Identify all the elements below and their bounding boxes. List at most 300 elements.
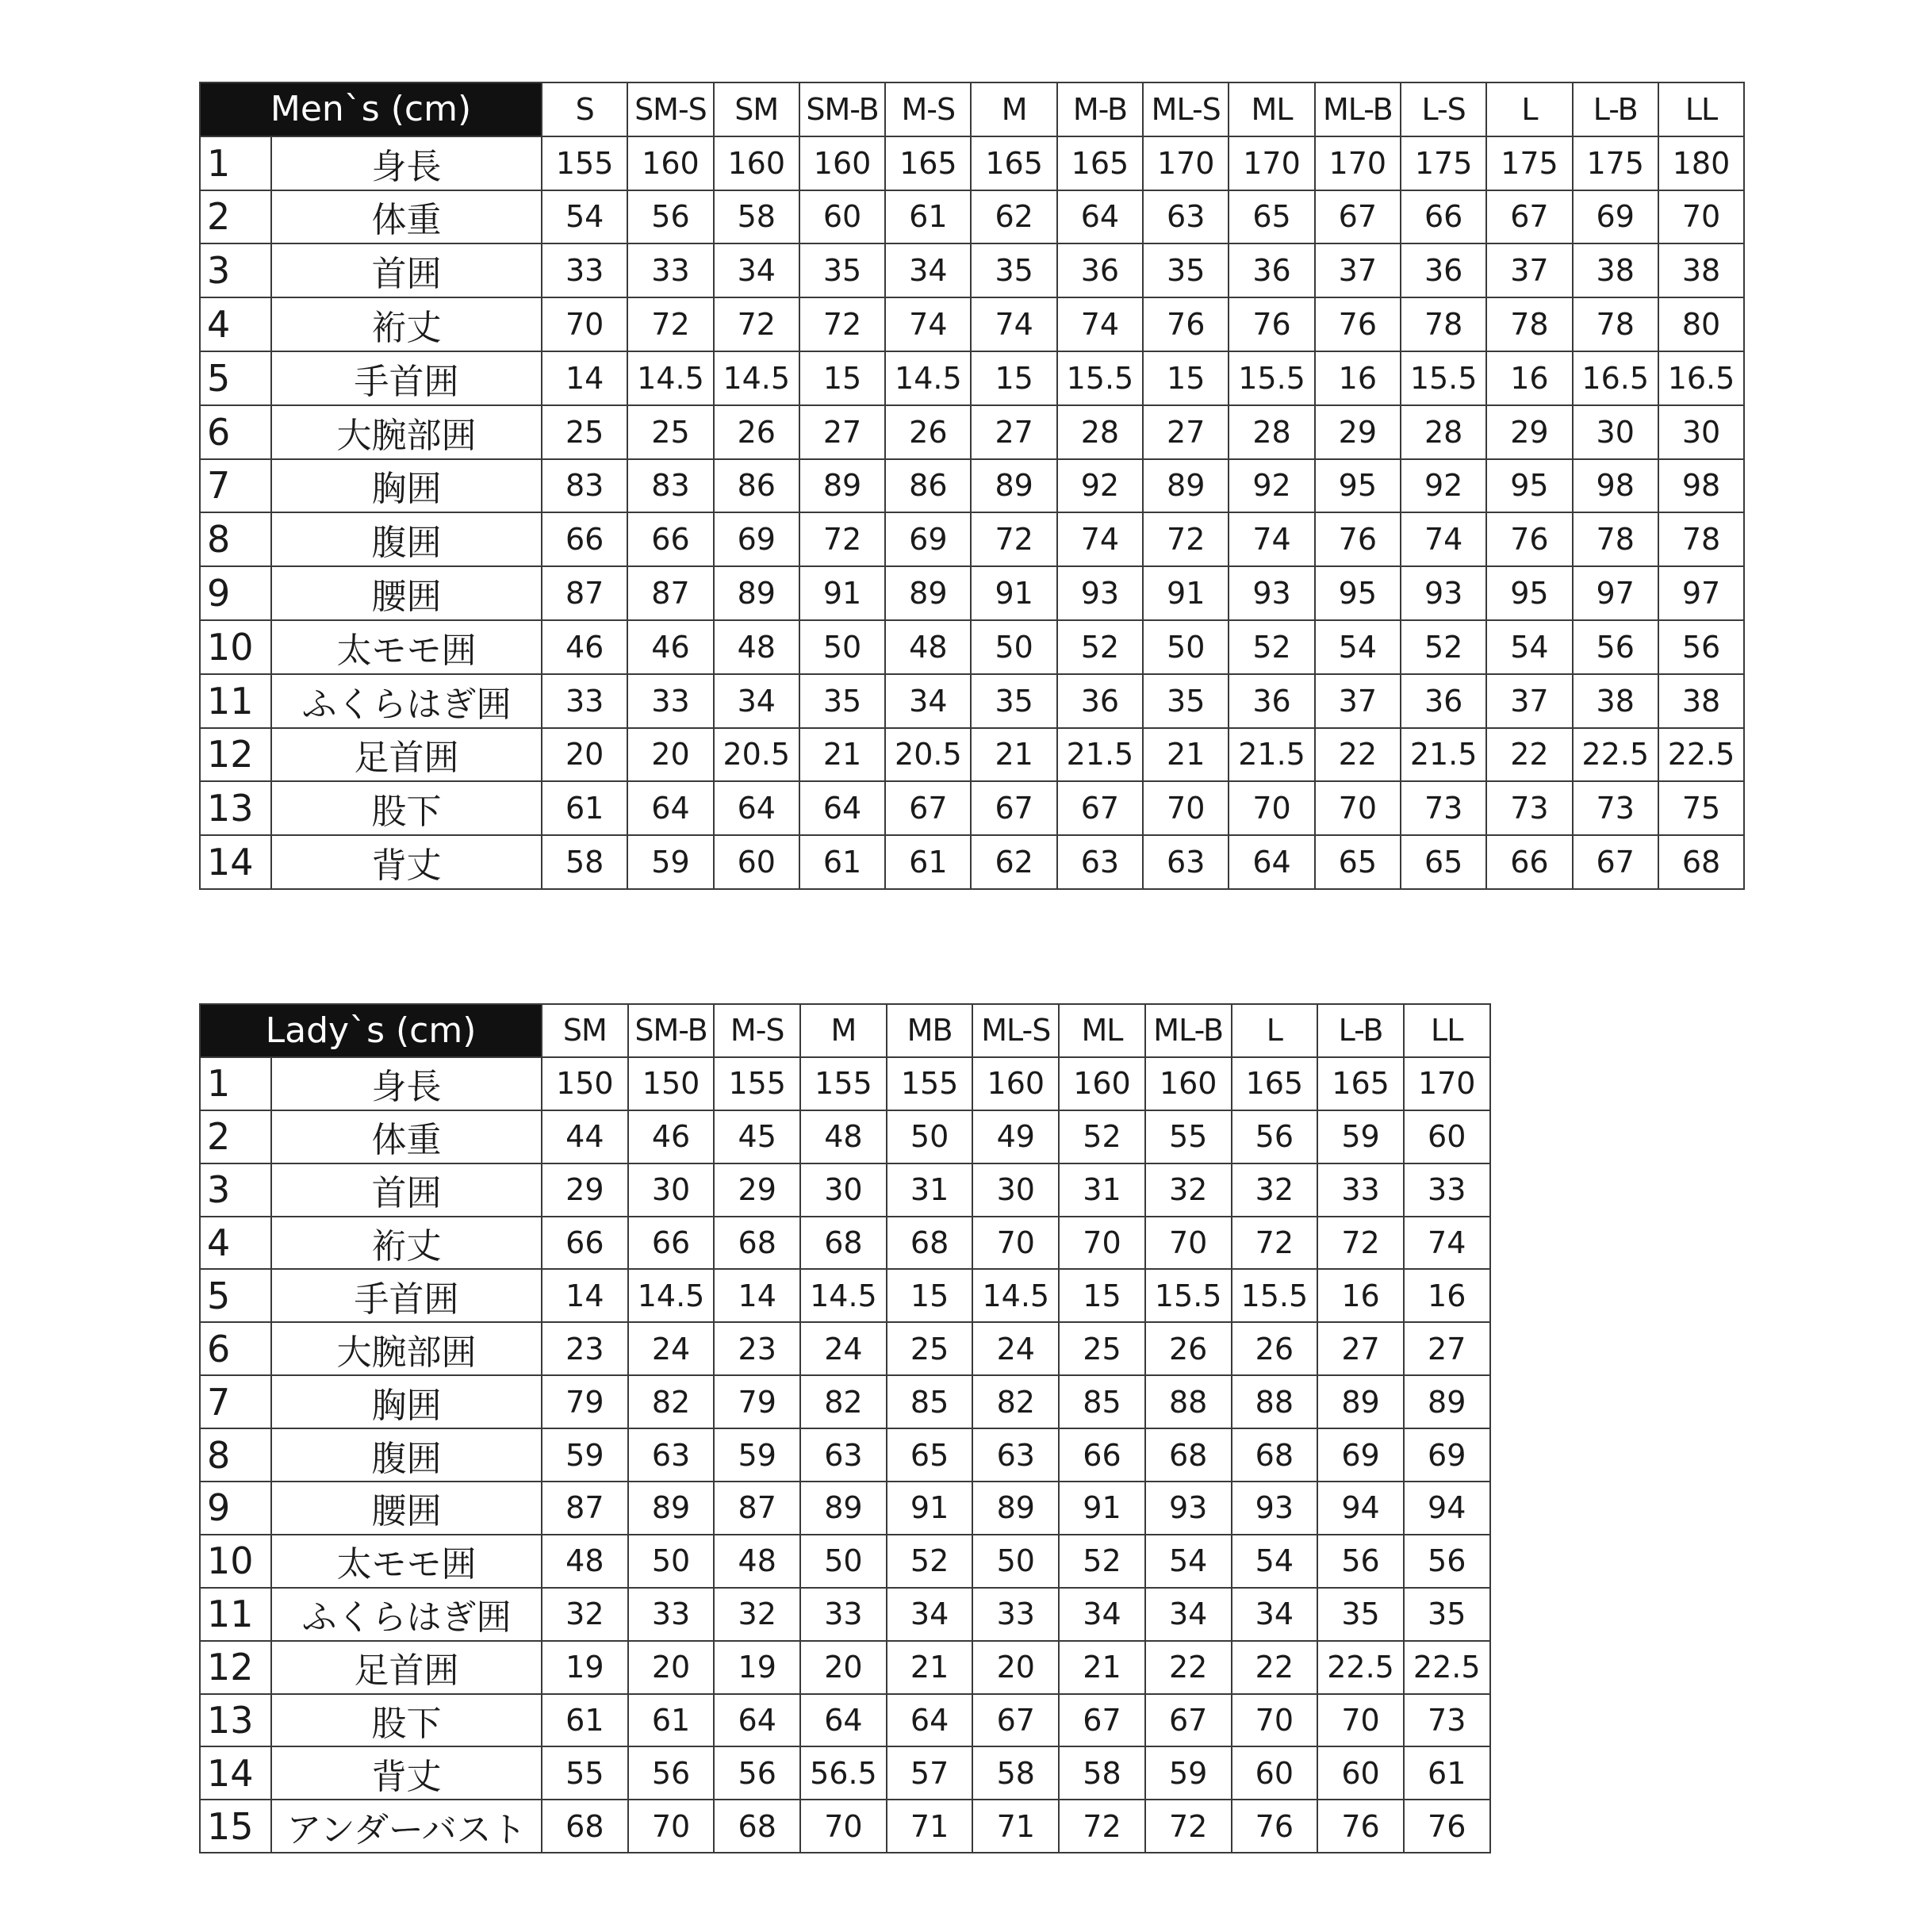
measurement-value: 93 xyxy=(1057,566,1143,620)
mens-size-table xyxy=(199,82,1745,890)
measurement-value: 23 xyxy=(542,1322,628,1375)
measurement-value: 36 xyxy=(1229,674,1314,728)
table-row xyxy=(200,1057,1490,1110)
measurement-value: 175 xyxy=(1401,136,1486,190)
measurement-label: 身長 xyxy=(271,136,542,190)
measurement-value: 165 xyxy=(1057,136,1143,190)
table-row xyxy=(200,1694,1490,1747)
measurement-value: 22 xyxy=(1232,1641,1318,1694)
measurement-value: 21 xyxy=(1143,728,1229,782)
measurement-value: 64 xyxy=(887,1694,973,1747)
measurement-value: 78 xyxy=(1573,297,1658,351)
measurement-value: 36 xyxy=(1401,674,1486,728)
mens-size-header: SM-B xyxy=(799,82,885,136)
table-row xyxy=(200,1217,1490,1270)
measurement-value: 160 xyxy=(1059,1057,1145,1110)
measurement-value: 68 xyxy=(1658,835,1744,889)
measurement-value: 66 xyxy=(1401,190,1486,244)
measurement-value: 30 xyxy=(800,1163,887,1217)
measurement-value: 15 xyxy=(799,351,885,405)
measurement-value: 65 xyxy=(1401,835,1486,889)
measurement-value: 23 xyxy=(714,1322,800,1375)
measurement-value: 24 xyxy=(972,1322,1059,1375)
measurement-value: 70 xyxy=(1232,1694,1318,1747)
measurement-value: 92 xyxy=(1401,459,1486,513)
measurement-value: 16 xyxy=(1315,351,1401,405)
measurement-value: 78 xyxy=(1486,297,1572,351)
measurement-value: 78 xyxy=(1658,512,1744,566)
measurement-value: 160 xyxy=(1145,1057,1232,1110)
measurement-value: 16.5 xyxy=(1658,351,1744,405)
measurement-label: 裄丈 xyxy=(271,297,542,351)
measurement-value: 52 xyxy=(1059,1110,1145,1163)
measurement-value: 160 xyxy=(714,136,799,190)
measurement-value: 66 xyxy=(628,1217,715,1270)
table-row xyxy=(200,1746,1490,1800)
measurement-value: 32 xyxy=(1145,1163,1232,1217)
measurement-value: 54 xyxy=(1145,1535,1232,1588)
measurement-value: 15.5 xyxy=(1057,351,1143,405)
measurement-value: 74 xyxy=(885,297,971,351)
table-row xyxy=(200,459,1744,513)
measurement-value: 63 xyxy=(1057,835,1143,889)
measurement-value: 48 xyxy=(542,1535,628,1588)
measurement-value: 37 xyxy=(1315,674,1401,728)
measurement-value: 15 xyxy=(1143,351,1229,405)
measurement-value: 76 xyxy=(1232,1800,1318,1853)
measurement-value: 27 xyxy=(1143,405,1229,459)
measurement-value: 56 xyxy=(1232,1110,1318,1163)
measurement-value: 97 xyxy=(1658,566,1744,620)
ladies-size-header: L-B xyxy=(1317,1004,1404,1057)
measurement-value: 98 xyxy=(1658,459,1744,513)
measurement-value: 170 xyxy=(1143,136,1229,190)
measurement-value: 15.5 xyxy=(1145,1269,1232,1322)
measurement-value: 63 xyxy=(1143,835,1229,889)
table-row xyxy=(200,297,1744,351)
measurement-value: 14.5 xyxy=(628,1269,715,1322)
measurement-value: 32 xyxy=(1232,1163,1318,1217)
measurement-value: 30 xyxy=(1573,405,1658,459)
measurement-label: 首囲 xyxy=(271,1163,542,1217)
table-row xyxy=(200,405,1744,459)
measurement-value: 20 xyxy=(628,1641,715,1694)
table-row xyxy=(200,1428,1490,1482)
measurement-value: 16.5 xyxy=(1573,351,1658,405)
row-number: 7 xyxy=(200,459,271,513)
measurement-value: 89 xyxy=(971,459,1056,513)
measurement-value: 61 xyxy=(1404,1746,1490,1800)
row-number: 5 xyxy=(200,1269,271,1322)
measurement-value: 70 xyxy=(1315,781,1401,835)
measurement-label: 背丈 xyxy=(271,835,542,889)
row-number: 9 xyxy=(200,1482,271,1535)
measurement-value: 14.5 xyxy=(972,1269,1059,1322)
table-row xyxy=(200,1375,1490,1428)
measurement-value: 67 xyxy=(971,781,1056,835)
measurement-value: 70 xyxy=(972,1217,1059,1270)
measurement-value: 54 xyxy=(1315,620,1401,674)
row-number: 14 xyxy=(200,835,271,889)
measurement-value: 52 xyxy=(1401,620,1486,674)
measurement-label: 太モモ囲 xyxy=(271,620,542,674)
measurement-value: 73 xyxy=(1404,1694,1490,1747)
measurement-value: 36 xyxy=(1057,243,1143,297)
measurement-value: 165 xyxy=(971,136,1056,190)
measurement-value: 34 xyxy=(1145,1588,1232,1641)
measurement-value: 67 xyxy=(1059,1694,1145,1747)
measurement-value: 52 xyxy=(1057,620,1143,674)
measurement-label: 大腕部囲 xyxy=(271,1322,542,1375)
measurement-value: 89 xyxy=(1404,1375,1490,1428)
measurement-value: 78 xyxy=(1573,512,1658,566)
measurement-value: 76 xyxy=(1229,297,1314,351)
row-number: 6 xyxy=(200,405,271,459)
measurement-value: 25 xyxy=(887,1322,973,1375)
measurement-value: 14 xyxy=(542,1269,628,1322)
mens-size-header: SM xyxy=(714,82,799,136)
measurement-value: 35 xyxy=(1143,674,1229,728)
measurement-value: 72 xyxy=(1317,1217,1404,1270)
measurement-value: 61 xyxy=(542,1694,628,1747)
measurement-value: 25 xyxy=(542,405,627,459)
measurement-label: 腰囲 xyxy=(271,566,542,620)
measurement-value: 61 xyxy=(885,190,971,244)
measurement-value: 34 xyxy=(887,1588,973,1641)
table-row xyxy=(200,1163,1490,1217)
measurement-value: 85 xyxy=(1059,1375,1145,1428)
ladies-size-header: SM-B xyxy=(628,1004,715,1057)
measurement-value: 76 xyxy=(1315,512,1401,566)
measurement-value: 21.5 xyxy=(1057,728,1143,782)
measurement-value: 66 xyxy=(1059,1428,1145,1482)
measurement-value: 30 xyxy=(1658,405,1744,459)
measurement-value: 67 xyxy=(1057,781,1143,835)
measurement-value: 82 xyxy=(628,1375,715,1428)
measurement-value: 70 xyxy=(1143,781,1229,835)
measurement-value: 20 xyxy=(542,728,627,782)
ladies-table-title: Lady`s (cm) xyxy=(200,1004,542,1057)
measurement-label: 大腕部囲 xyxy=(271,405,542,459)
measurement-value: 94 xyxy=(1317,1482,1404,1535)
measurement-value: 59 xyxy=(1145,1746,1232,1800)
measurement-value: 74 xyxy=(1057,512,1143,566)
measurement-value: 91 xyxy=(799,566,885,620)
measurement-label: 手首囲 xyxy=(271,1269,542,1322)
measurement-value: 82 xyxy=(972,1375,1059,1428)
table-row xyxy=(200,1110,1490,1163)
row-number: 8 xyxy=(200,1428,271,1482)
measurement-value: 95 xyxy=(1486,459,1572,513)
measurement-value: 64 xyxy=(1229,835,1314,889)
measurement-value: 66 xyxy=(542,1217,628,1270)
measurement-value: 16 xyxy=(1317,1269,1404,1322)
measurement-value: 150 xyxy=(542,1057,628,1110)
measurement-value: 57 xyxy=(887,1746,973,1800)
row-number: 1 xyxy=(200,1057,271,1110)
measurement-value: 91 xyxy=(1143,566,1229,620)
measurement-value: 49 xyxy=(972,1110,1059,1163)
row-number: 2 xyxy=(200,190,271,244)
measurement-value: 28 xyxy=(1229,405,1314,459)
measurement-value: 89 xyxy=(1143,459,1229,513)
mens-table-title: Men`s (cm) xyxy=(200,82,542,136)
measurement-value: 175 xyxy=(1486,136,1572,190)
measurement-label: ふくらはぎ囲 xyxy=(271,1588,542,1641)
measurement-value: 45 xyxy=(714,1110,800,1163)
measurement-value: 93 xyxy=(1232,1482,1318,1535)
measurement-value: 20 xyxy=(800,1641,887,1694)
measurement-value: 65 xyxy=(887,1428,973,1482)
measurement-value: 35 xyxy=(1143,243,1229,297)
measurement-value: 29 xyxy=(714,1163,800,1217)
measurement-value: 72 xyxy=(799,297,885,351)
measurement-value: 32 xyxy=(714,1588,800,1641)
measurement-value: 87 xyxy=(542,566,627,620)
measurement-value: 22.5 xyxy=(1658,728,1744,782)
measurement-value: 64 xyxy=(799,781,885,835)
measurement-value: 54 xyxy=(1486,620,1572,674)
mens-size-header: SM-S xyxy=(627,82,713,136)
measurement-value: 31 xyxy=(887,1163,973,1217)
measurement-value: 38 xyxy=(1658,243,1744,297)
measurement-label: 股下 xyxy=(271,1694,542,1747)
measurement-value: 48 xyxy=(800,1110,887,1163)
measurement-value: 21 xyxy=(887,1641,973,1694)
row-number: 4 xyxy=(200,297,271,351)
measurement-value: 14.5 xyxy=(714,351,799,405)
measurement-value: 68 xyxy=(714,1800,800,1853)
measurement-value: 68 xyxy=(714,1217,800,1270)
table-row xyxy=(200,1535,1490,1588)
ladies-size-header: L xyxy=(1232,1004,1318,1057)
row-number: 10 xyxy=(200,1535,271,1588)
measurement-value: 14.5 xyxy=(885,351,971,405)
measurement-value: 67 xyxy=(885,781,971,835)
measurement-value: 27 xyxy=(799,405,885,459)
measurement-value: 50 xyxy=(972,1535,1059,1588)
measurement-value: 66 xyxy=(1486,835,1572,889)
row-number: 6 xyxy=(200,1322,271,1375)
measurement-value: 155 xyxy=(887,1057,973,1110)
measurement-value: 48 xyxy=(885,620,971,674)
measurement-value: 68 xyxy=(542,1800,628,1853)
measurement-value: 60 xyxy=(1232,1746,1318,1800)
measurement-value: 89 xyxy=(800,1482,887,1535)
mens-size-header: LL xyxy=(1658,82,1744,136)
measurement-value: 15 xyxy=(971,351,1056,405)
measurement-value: 26 xyxy=(885,405,971,459)
table-row xyxy=(200,1482,1490,1535)
mens-size-header: M xyxy=(971,82,1056,136)
measurement-value: 66 xyxy=(542,512,627,566)
measurement-value: 64 xyxy=(714,781,799,835)
measurement-value: 68 xyxy=(800,1217,887,1270)
measurement-value: 46 xyxy=(628,1110,715,1163)
measurement-value: 83 xyxy=(542,459,627,513)
ladies-size-header: M-S xyxy=(714,1004,800,1057)
mens-size-header: ML-S xyxy=(1143,82,1229,136)
measurement-value: 69 xyxy=(1404,1428,1490,1482)
measurement-value: 28 xyxy=(1057,405,1143,459)
measurement-value: 37 xyxy=(1315,243,1401,297)
measurement-value: 155 xyxy=(714,1057,800,1110)
row-number: 1 xyxy=(200,136,271,190)
table-row xyxy=(200,136,1744,190)
measurement-value: 33 xyxy=(800,1588,887,1641)
row-number: 13 xyxy=(200,1694,271,1747)
measurement-value: 76 xyxy=(1143,297,1229,351)
measurement-value: 34 xyxy=(1059,1588,1145,1641)
measurement-value: 31 xyxy=(1059,1163,1145,1217)
measurement-value: 72 xyxy=(714,297,799,351)
table-row xyxy=(200,566,1744,620)
measurement-value: 38 xyxy=(1573,674,1658,728)
measurement-value: 14.5 xyxy=(800,1269,887,1322)
measurement-value: 28 xyxy=(1401,405,1486,459)
measurement-value: 33 xyxy=(542,674,627,728)
measurement-value: 83 xyxy=(627,459,713,513)
measurement-value: 58 xyxy=(542,835,627,889)
table-row xyxy=(200,1588,1490,1641)
measurement-value: 65 xyxy=(1229,190,1314,244)
measurement-value: 60 xyxy=(799,190,885,244)
row-number: 11 xyxy=(200,1588,271,1641)
measurement-label: 腹囲 xyxy=(271,1428,542,1482)
measurement-value: 36 xyxy=(1057,674,1143,728)
measurement-value: 95 xyxy=(1315,459,1401,513)
measurement-value: 87 xyxy=(627,566,713,620)
measurement-value: 87 xyxy=(542,1482,628,1535)
measurement-value: 150 xyxy=(628,1057,715,1110)
measurement-value: 50 xyxy=(1143,620,1229,674)
measurement-value: 16 xyxy=(1404,1269,1490,1322)
mens-size-header: ML-B xyxy=(1315,82,1401,136)
mens-size-header: L-B xyxy=(1573,82,1658,136)
measurement-value: 97 xyxy=(1573,566,1658,620)
measurement-label: 股下 xyxy=(271,781,542,835)
measurement-label: 体重 xyxy=(271,1110,542,1163)
measurement-value: 55 xyxy=(542,1746,628,1800)
measurement-label: 裄丈 xyxy=(271,1217,542,1270)
measurement-value: 170 xyxy=(1404,1057,1490,1110)
measurement-value: 68 xyxy=(887,1217,973,1270)
table-row xyxy=(200,1800,1490,1853)
measurement-value: 91 xyxy=(1059,1482,1145,1535)
table-row xyxy=(200,674,1744,728)
measurement-value: 27 xyxy=(971,405,1056,459)
measurement-value: 89 xyxy=(628,1482,715,1535)
table-row xyxy=(200,835,1744,889)
measurement-value: 165 xyxy=(1232,1057,1318,1110)
measurement-value: 62 xyxy=(971,835,1056,889)
measurement-label: アンダーバスト xyxy=(271,1800,542,1853)
measurement-value: 65 xyxy=(1315,835,1401,889)
measurement-value: 160 xyxy=(799,136,885,190)
table-row xyxy=(200,243,1744,297)
measurement-label: 腹囲 xyxy=(271,512,542,566)
measurement-value: 72 xyxy=(799,512,885,566)
measurement-value: 52 xyxy=(1229,620,1314,674)
measurement-value: 54 xyxy=(542,190,627,244)
measurement-value: 89 xyxy=(799,459,885,513)
measurement-label: 手首囲 xyxy=(271,351,542,405)
measurement-value: 59 xyxy=(542,1428,628,1482)
measurement-value: 67 xyxy=(1145,1694,1232,1747)
measurement-value: 63 xyxy=(628,1428,715,1482)
measurement-value: 25 xyxy=(1059,1322,1145,1375)
measurement-value: 29 xyxy=(1315,405,1401,459)
measurement-value: 74 xyxy=(1404,1217,1490,1270)
measurement-label: 足首囲 xyxy=(271,728,542,782)
measurement-value: 89 xyxy=(885,566,971,620)
measurement-label: 背丈 xyxy=(271,1746,542,1800)
measurement-value: 60 xyxy=(1317,1746,1404,1800)
measurement-value: 67 xyxy=(1573,835,1658,889)
measurement-value: 15 xyxy=(887,1269,973,1322)
ladies-size-header: ML-S xyxy=(972,1004,1059,1057)
measurement-value: 71 xyxy=(887,1800,973,1853)
measurement-value: 33 xyxy=(628,1588,715,1641)
measurement-value: 59 xyxy=(627,835,713,889)
measurement-value: 170 xyxy=(1229,136,1314,190)
measurement-value: 56 xyxy=(1573,620,1658,674)
ladies-size-header: ML-B xyxy=(1145,1004,1232,1057)
measurement-value: 93 xyxy=(1145,1482,1232,1535)
measurement-value: 33 xyxy=(627,674,713,728)
measurement-value: 79 xyxy=(714,1375,800,1428)
measurement-value: 22.5 xyxy=(1317,1641,1404,1694)
ladies-size-table xyxy=(199,1003,1491,1853)
row-number: 13 xyxy=(200,781,271,835)
measurement-value: 73 xyxy=(1573,781,1658,835)
measurement-value: 19 xyxy=(714,1641,800,1694)
measurement-value: 36 xyxy=(1229,243,1314,297)
measurement-value: 66 xyxy=(627,512,713,566)
ladies-size-header: LL xyxy=(1404,1004,1490,1057)
measurement-value: 38 xyxy=(1658,674,1744,728)
measurement-value: 67 xyxy=(1315,190,1401,244)
measurement-value: 50 xyxy=(628,1535,715,1588)
measurement-value: 34 xyxy=(1232,1588,1318,1641)
row-number: 7 xyxy=(200,1375,271,1428)
measurement-value: 71 xyxy=(972,1800,1059,1853)
measurement-value: 56 xyxy=(1658,620,1744,674)
measurement-value: 21 xyxy=(1059,1641,1145,1694)
measurement-value: 88 xyxy=(1145,1375,1232,1428)
row-number: 2 xyxy=(200,1110,271,1163)
measurement-value: 70 xyxy=(1317,1694,1404,1747)
measurement-value: 76 xyxy=(1486,512,1572,566)
measurement-value: 62 xyxy=(971,190,1056,244)
measurement-value: 26 xyxy=(1145,1322,1232,1375)
measurement-value: 35 xyxy=(971,243,1056,297)
measurement-value: 73 xyxy=(1486,781,1572,835)
measurement-value: 36 xyxy=(1401,243,1486,297)
measurement-value: 76 xyxy=(1317,1800,1404,1853)
measurement-value: 70 xyxy=(800,1800,887,1853)
measurement-value: 24 xyxy=(628,1322,715,1375)
measurement-value: 56 xyxy=(628,1746,715,1800)
measurement-value: 22 xyxy=(1145,1641,1232,1694)
measurement-value: 64 xyxy=(627,781,713,835)
measurement-value: 60 xyxy=(1404,1110,1490,1163)
measurement-value: 37 xyxy=(1486,243,1572,297)
measurement-value: 20 xyxy=(627,728,713,782)
measurement-value: 74 xyxy=(1229,512,1314,566)
measurement-value: 56 xyxy=(627,190,713,244)
measurement-value: 61 xyxy=(628,1694,715,1747)
